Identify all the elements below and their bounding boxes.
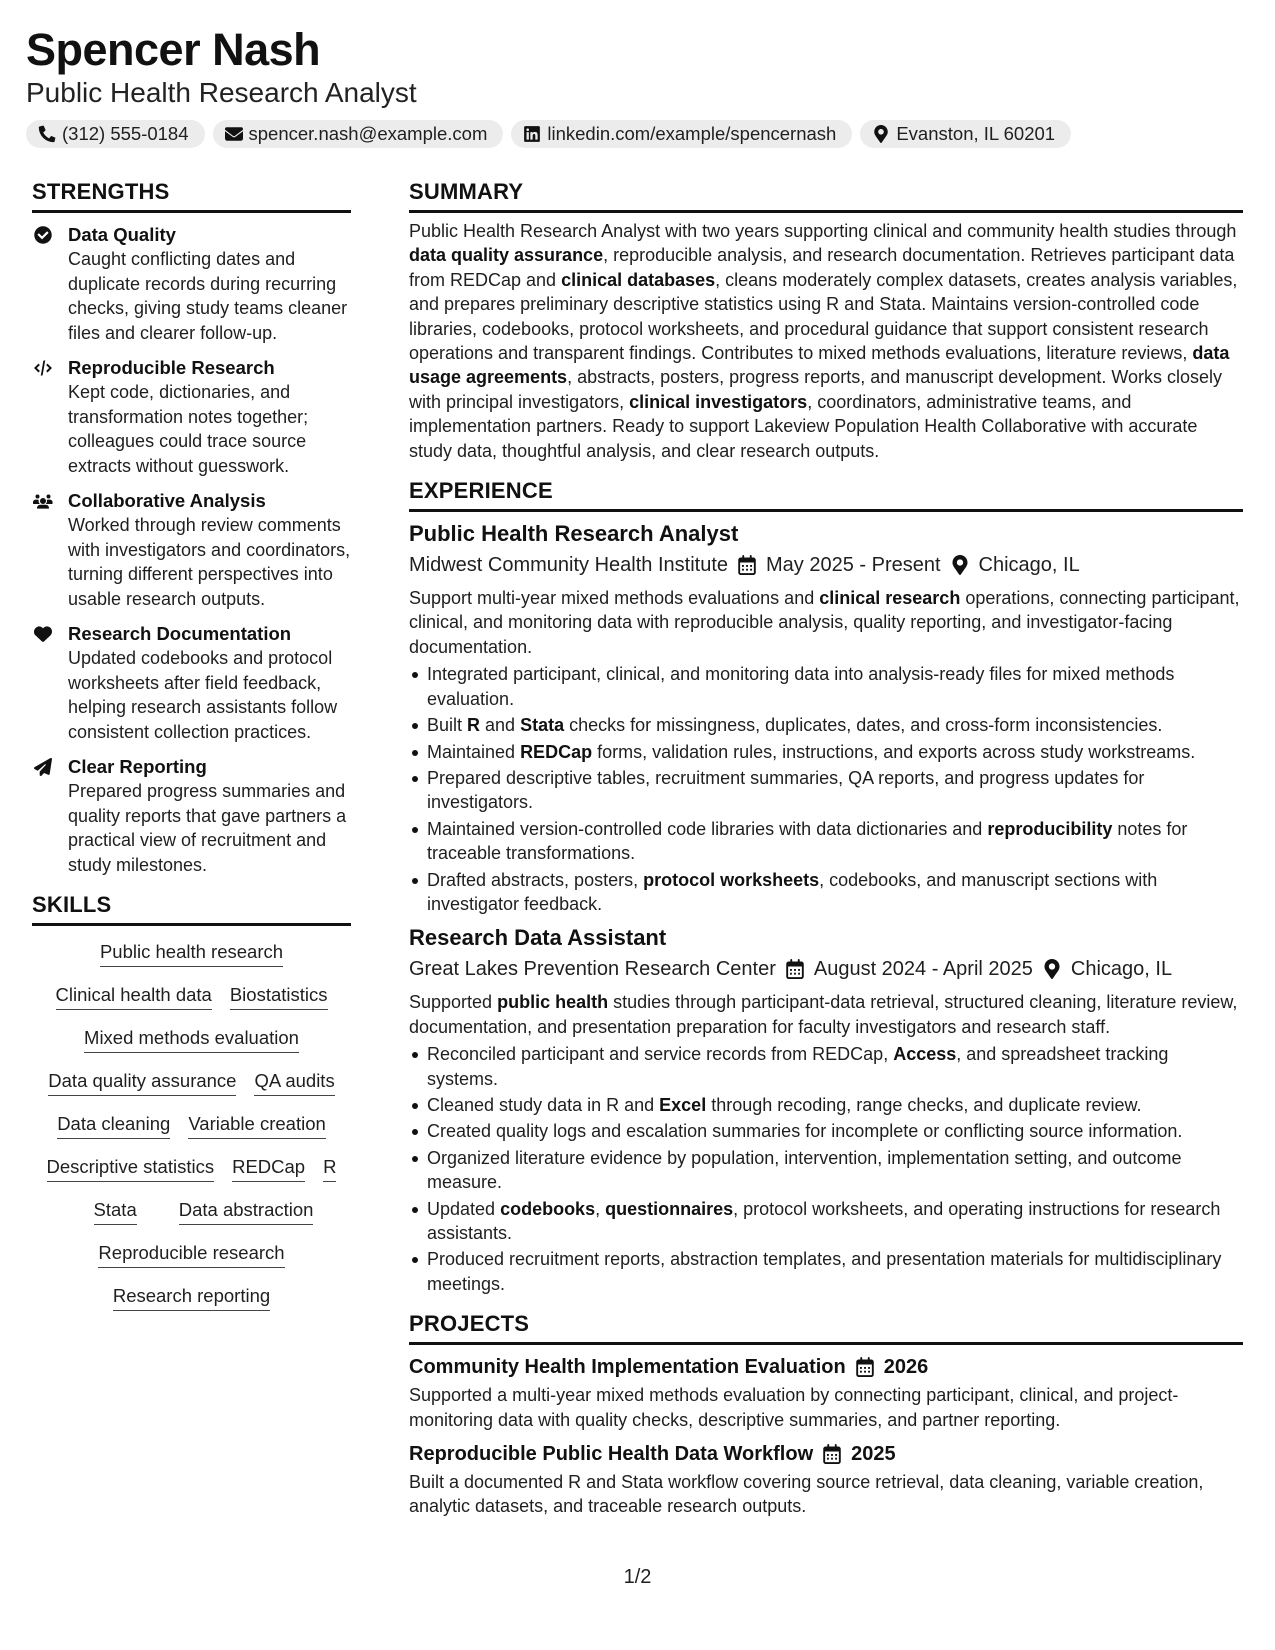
- job-title: Public Health Research Analyst: [409, 521, 739, 547]
- job-dates: May 2025 - Present: [766, 554, 941, 577]
- location-text: Evanston, IL 60201: [896, 123, 1056, 144]
- strength-text: Kept code, dictionaries, and transformation notes together; colleagues could trace source extracts without guesswork.: [68, 382, 309, 476]
- bullet-item: Prepared descriptive tables, recruitment summaries, QA reports, and progress updates for investigators.: [427, 766, 1243, 815]
- resume-header: [26, 24, 1251, 148]
- calendar-icon: [738, 555, 756, 575]
- candidate-title: Public Health Research Analyst: [26, 77, 417, 108]
- calendar-icon: [823, 1444, 841, 1464]
- map-pin-icon: [872, 125, 890, 143]
- bullet-item: Built R and Stata checks for missingness, duplicates, dates, and cross-form inconsistencies.: [427, 713, 1243, 737]
- right-column: [409, 178, 1243, 1519]
- summary-heading: SUMMARY: [409, 178, 1243, 213]
- bullet-item: Reconciled participant and service records from REDCap, Access, and spreadsheet tracking systems.: [427, 1042, 1243, 1091]
- bold-keyword: R: [467, 715, 481, 736]
- bold-keyword: data usage agreements: [409, 343, 1230, 388]
- bold-keyword: clinical databases: [561, 269, 716, 290]
- bold-keyword: Stata: [520, 715, 565, 736]
- calendar-icon: [786, 959, 804, 979]
- page-number: 1/2: [623, 1566, 652, 1588]
- skill-tag: Mixed methods evaluation: [84, 1026, 299, 1053]
- skill-tag: Variable creation: [188, 1112, 325, 1139]
- job-meta: [409, 550, 1243, 580]
- skill-tag: R: [323, 1155, 336, 1182]
- project-title: Reproducible Public Health Data Workflow: [409, 1443, 814, 1466]
- linkedin-text: linkedin.com/example/spencernash: [547, 123, 837, 144]
- phone-text: (312) 555-0184: [62, 123, 189, 144]
- bullet-item: Drafted abstracts, posters, protocol worksheets, codebooks, and manuscript sections with investigator feedback.: [427, 868, 1243, 917]
- skill-tag: Data quality assurance: [48, 1069, 236, 1096]
- strength-item: [32, 356, 351, 478]
- job-entry: [409, 520, 1243, 916]
- bold-keyword: data quality assurance: [409, 245, 604, 266]
- skill-tag: Reproducible research: [98, 1241, 284, 1268]
- map-pin-icon: [951, 555, 969, 575]
- strength-text: Prepared progress summaries and quality reports that gave partners a practical view of recruitment and study milestones.: [68, 781, 347, 875]
- skills-section: [32, 891, 351, 1311]
- job-org: Midwest Community Health Institute: [409, 554, 729, 577]
- location-chip[interactable]: [860, 120, 1071, 148]
- skills-list: [32, 940, 351, 1311]
- project-header: [409, 1440, 1243, 1468]
- job-bullets: [409, 662, 1243, 916]
- skill-tag: QA audits: [254, 1069, 334, 1096]
- job-location: Chicago, IL: [1070, 958, 1173, 981]
- bullet-item: Produced recruitment reports, abstraction templates, and presentation materials for multidisciplinary meetings.: [427, 1247, 1243, 1296]
- skill-tag: Data abstraction: [179, 1198, 314, 1225]
- bullet-item: Maintained REDCap forms, validation rules, instructions, and exports across study workstreams.: [427, 740, 1243, 764]
- strength-text: Worked through review comments with investigators and coordinators, turning different perspectives into usable research outputs.: [68, 515, 351, 609]
- skill-tag: Data cleaning: [57, 1112, 170, 1139]
- bullet-item: Maintained version-controlled code libraries with data dictionaries and reproducibility notes for traceable transformations.: [427, 817, 1243, 866]
- skill-tag: Descriptive statistics: [47, 1155, 215, 1182]
- job-bullets: [409, 1042, 1243, 1296]
- skills-heading: SKILLS: [32, 891, 351, 926]
- bold-keyword: clinical research: [819, 588, 961, 609]
- job-meta: [409, 954, 1243, 984]
- bold-keyword: Access: [893, 1044, 957, 1065]
- strengths-heading: STRENGTHS: [32, 178, 351, 213]
- bold-keyword: clinical investigators: [629, 391, 808, 412]
- bullet-item: Integrated participant, clinical, and monitoring data into analysis-ready files for mixed methods evaluation.: [427, 662, 1243, 711]
- experience-heading: EXPERIENCE: [409, 477, 1243, 512]
- envelope-icon: [225, 125, 243, 143]
- email-text: spencer.nash@example.com: [248, 123, 488, 144]
- strength-item: [32, 489, 351, 611]
- check-circle-icon: [32, 223, 54, 345]
- heart-icon: [32, 622, 54, 744]
- project-description: Built a documented R and Stata workflow covering source retrieval, data cleaning, variable creation, analytic datasets, and traceable research outputs.: [409, 1472, 1204, 1517]
- strength-title: Research Documentation: [68, 623, 292, 644]
- projects-heading: PROJECTS: [409, 1310, 1243, 1345]
- phone-chip[interactable]: [26, 120, 205, 148]
- left-column: [32, 178, 351, 1311]
- job-entry: [409, 924, 1243, 1296]
- project-year: 2025: [851, 1443, 896, 1466]
- bold-keyword: Excel: [659, 1094, 707, 1115]
- project-entry: [409, 1440, 1243, 1519]
- strength-item: [32, 755, 351, 877]
- project-description: Supported a multi-year mixed methods evaluation by connecting participant, clinical, and project-monitoring data with quality checks, descriptive summaries, and partner reporting.: [409, 1385, 1179, 1430]
- paper-plane-icon: [32, 755, 54, 877]
- bold-keyword: codebooks: [500, 1198, 596, 1219]
- users-icon: [32, 489, 54, 611]
- bold-keyword: questionnaires: [605, 1198, 734, 1219]
- bold-keyword: protocol worksheets: [643, 869, 820, 890]
- map-pin-icon: [1043, 959, 1061, 979]
- linkedin-icon: [523, 125, 541, 143]
- bold-keyword: public health: [497, 992, 609, 1013]
- strengths-list: [32, 223, 351, 877]
- skill-tag: Stata: [94, 1198, 137, 1225]
- bold-keyword: reproducibility: [987, 818, 1113, 839]
- strength-item: [32, 622, 351, 744]
- strength-title: Collaborative Analysis: [68, 490, 266, 511]
- project-entry: [409, 1353, 1243, 1432]
- skill-tag: Research reporting: [113, 1284, 270, 1311]
- code-icon: [32, 356, 54, 478]
- bullet-item: Organized literature evidence by population, intervention, implementation setting, and outcome measure.: [427, 1146, 1243, 1195]
- job-org: Great Lakes Prevention Research Center: [409, 958, 776, 981]
- job-description: Supported public health studies through participant-data retrieval, structured cleaning, literature review, documentation, and presentation preparation for faculty investigators and research staff.: [409, 992, 1238, 1037]
- phone-icon: [38, 125, 56, 143]
- linkedin-chip[interactable]: [511, 120, 852, 148]
- strength-title: Clear Reporting: [68, 756, 207, 777]
- strength-title: Reproducible Research: [68, 357, 275, 378]
- candidate-name: Spencer Nash: [26, 24, 321, 75]
- job-dates: August 2024 - April 2025: [813, 958, 1033, 981]
- strength-item: [32, 223, 351, 345]
- email-chip[interactable]: [213, 120, 504, 148]
- skill-tag: Clinical health data: [56, 983, 212, 1010]
- summary-text: Public Health Research Analyst with two years supporting clinical and community health studies through data quality assurance, reproducible analysis, and research documentation. Retrieves participant data from REDCap and clinical databases, cleans moderately complex datasets, creates analysis variables, and prepares preliminary descriptive statistics using R and Stata. Maintains version-controlled code libraries, codebooks, protocol worksheets, and procedural guidance that support consistent research operations and transparent findings. Contributes to mixed methods evaluations, literature reviews, data usage agreements, abstracts, posters, progress reports, and manuscript development. Works closely with principal investigators, clinical investigators, coordinators, administrative teams, and implementation partners. Ready to support Lakeview Population Health Collaborative with accurate study data, thoughtful analysis, and clear research outputs.: [409, 221, 1238, 461]
- project-title: Community Health Implementation Evaluation: [409, 1356, 846, 1379]
- skill-tag: REDCap: [232, 1155, 305, 1182]
- job-location: Chicago, IL: [978, 554, 1080, 577]
- bold-keyword: REDCap: [520, 741, 593, 762]
- project-year: 2026: [883, 1356, 929, 1379]
- calendar-icon: [856, 1357, 874, 1377]
- job-title: Research Data Assistant: [409, 925, 667, 951]
- job-description: Support multi-year mixed methods evaluations and clinical research operations, connecting participant, clinical, and monitoring data with reproducible analysis, quality reporting, and investigator-facing documentation.: [409, 588, 1240, 657]
- skill-tag: Public health research: [100, 940, 283, 967]
- project-header: [409, 1353, 1243, 1381]
- strength-text: Updated codebooks and protocol worksheets after field feedback, helping research assistants follow consistent collection practices.: [68, 648, 338, 742]
- bullet-item: Created quality logs and escalation summaries for incomplete or conflicting source information.: [427, 1119, 1243, 1143]
- strength-text: Caught conflicting dates and duplicate records during recurring checks, giving study teams cleaner files and clearer follow-up.: [68, 249, 348, 343]
- contact-bar: [26, 120, 1251, 148]
- strength-title: Data Quality: [68, 224, 176, 245]
- bullet-item: Updated codebooks, questionnaires, protocol worksheets, and operating instructions for research assistants.: [427, 1197, 1243, 1246]
- skill-tag: Biostatistics: [230, 983, 328, 1010]
- bullet-item: Cleaned study data in R and Excel through recoding, range checks, and duplicate review.: [427, 1093, 1243, 1117]
